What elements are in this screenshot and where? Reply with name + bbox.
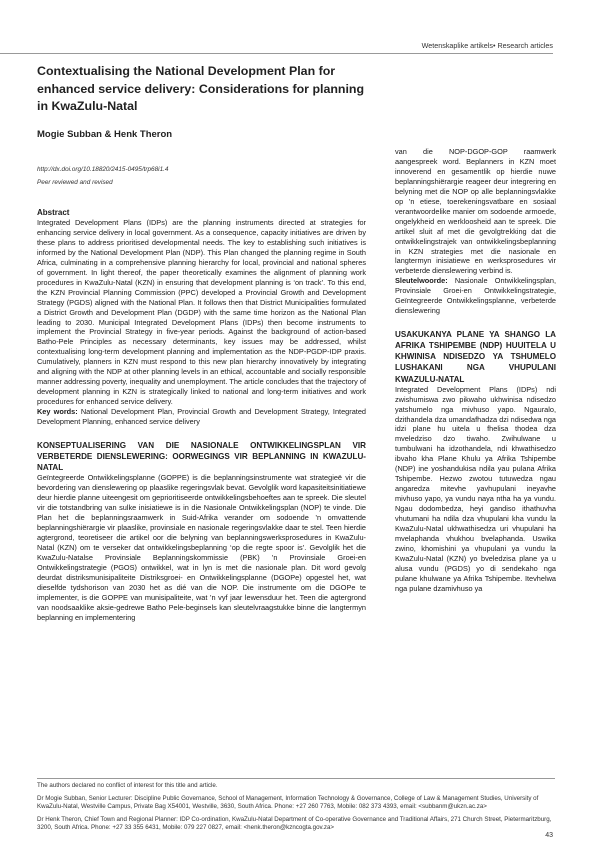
footnote-author-2: Dr Henk Theron, Chief Town and Regional Planner: IDP Co-ordination, KwaZulu-Natal Department of Co-operative Governance and Traditional Affairs, 271 Church Street, Pietermaritzburg, 3200, South Africa. Phone: +27 33 355 6431, Mobile: 079 227 0827, email: <henk.theron@kzncogta.gov.za> <box>37 815 552 832</box>
sleutelwoorde <box>395 276 556 316</box>
footnote-conflict: The authors declared no conflict of interest for this title and article. <box>37 782 218 789</box>
footnote-rule <box>37 778 555 779</box>
afrikaans-text: Geïntegreerde Ontwikkelingsplanne (GOPPE) is die beplanningsinstrumente wat strategieë vir die bevordering van dienslewering op plaaslike regeringsvlak bevat. Gevolglik word kapasiteitsinitiatiewe deur hierdie planne uiteengesit om geprioritiseerde ontwikkelingsbehoeftes aan te spreek. Die sleutel vir die totstandbring van sulke inisiatiewe is in die Nasionale Ontwikkelingsplan (NOP) te vinde. Die Plan het die beplanningsraamwerk in Suid-Afrika verander om sodoende ’n omvattende beplanningshiërargie vir plaaslike, provinsiale en nasionale regeringsvlakke daar te stel. Teen hierdie agtergrond, teoretiseer die artikel oor die belyning van beplanningswerksprosedures in KwaZulu-Natal (KZN) om te verseker dat ontwikkelingsbeplanning ‘op die regte spoor is’. Gevolglik het die KwaZulu-Natalse Provinsiale Beplanningskommissie (PBK) ’n Provinsiale Groei-en Ontwikkelingstrategie (PGOS) ontwikkel, wat in lyn is met die nasionale plan. Dit word gevolg deurdat distriksmunisipaliteite Distriksgroei- en Ontwikkelingsplanne (DGOPe) opgestel het, wat dieselfde tydshorison van 2030 het as dié van die NOP. Die instrumente om die DGOPe te implementer, is die GOPPE van munisipaliteite, wat ’n vyf jaar lewensduur het. Teen die agtergrond van noodsaaklike aksie-gedrewe Batho Pele-beginsels kan sleutelvraagstukke binne die langtermyn beplanning en implementering <box>37 473 366 622</box>
venda-heading: USAKUKANYA PLANE YA SHANGO LA AFRIKA TSHIPEMBE (NDP) HUUITELA U KHWINISA NDISEDZO YA TSHUMELO LUSHAKANI NGA VHUPULANI KWAZULU-NATAL <box>395 330 556 384</box>
sleutelwoorde-text: Nasionale Ontwikkelingsplan, Provinsiale Groei-en Ontwikkelingstrategie, Geïntegreerde Ontwikkelingsplanne, verbeterde dienslewering <box>395 276 556 316</box>
peer-review-note: Peer reviewed and revised <box>37 179 113 186</box>
keywords-text: National Development Plan, Provincial Growth and Development Strategy, Integrated Development Planning, enhanced service delivery <box>37 407 366 427</box>
abstract-heading: Abstract <box>37 208 70 217</box>
afrikaans-text-continued: van die NOP-DGOP-GOP raamwerk aangespreek word. Beplanners in KZN moet innoverend en gesamentlik op hierdie nuwe beplanningshiërargie reageer deur integrering en belyning met die NOP op alle beplanningsvlakke op ’n etiese, toerekeningsvatbare en sosiaal verantwoordelike manier om sodoende armoede, ongelykheid en werkloosheid aan te spreek. Die artikel sluit af met die gevolgtrekking dat die ontwikkelingstrajek van ontwikkelingsbeplanning in KZN strategies met die nasionale en langtermyn inisiatiewe en werksprosedures vir verbeterde dienslewering verbind is. <box>395 147 556 276</box>
footnotes <box>37 782 554 833</box>
running-head: Wetenskaplike artikels• Research articles <box>421 41 553 50</box>
footnote-author-1: Dr Mogie Subban, Senior Lecturer: Discipline Public Governance, School of Management, Information Technology & Governance, College of Law & Management Studies, University of KwaZulu-Natal, Westville Campus, Private Bag X54001, Westville, 3630, South Africa. Phone: +27 260 7763, Mobile: 082 373 4393, email: <subbanm@ukzn.ac.za> <box>37 794 539 811</box>
doi-link[interactable]: http://dx.doi.org/10.18820/2415-0495/trp68i1.4 <box>37 166 169 173</box>
keywords <box>37 407 366 427</box>
right-column <box>395 147 556 594</box>
header-rule <box>0 53 553 54</box>
page-number: 43 <box>545 832 553 839</box>
abstract-text: Integrated Development Plans (IDPs) are the planning instruments directed at strategies for enhancing service delivery in local government. As a consequence, capacity initiatives are driven by these plans to address prioritised developmental needs. The key to establishing such initiatives is informed by the National Development Plan (NDP). This Plan changed the planning regime in South Africa, culminating in a comprehensive planning hierarchy for local, provincial and national spheres of government. In light thereof, the paper theoretically examines the alignment of planning work procedures in KwaZulu-Natal (KZN) in ensuring that development planning is ‘on track’. To this end, the KZN Provincial Planning Commission (PPC) developed a Provincial Growth and Development Strategy (PGDS) aligned with the National Plan. It follows then that District Municipalities formulated a District Growth and Development Plan (DGDP) with the same time horizon as the National Plan leading to 2030. Municipal Integrated Development Plans (IDPs) then become instruments to implement the Provincial Strategy in five-year periods. Against the background of action-based Batho-Pele Principles as necessary determinants, key issues may be addressed, whilst contextualising long-term development planning and implementation as the NDP-PGDP-IDP praxis. Cumulatively, planners in KZN must respond to this new plan hierarchy innovatively by integrating and aligning with the NDP at other planning levels in an ethical, accountable and socially responsible manner addressing poverty, inequality and unemployment. The article concludes that the trajectory of development planning in KZN is strategically linked to national and long-term initiatives and work procedures for enhanced service delivery. <box>37 218 366 407</box>
venda-text: Integrated Development Plans (IDPs) ndi zwishumiswa zwo pikwaho ukhwinisa ndisedzo yatshumelo nga mivhuso yapo. Ngauralo, dzithandela dza umandafhadza dzi ndisedwa nga idzi plane hu uitela u fhelisa thodea dza mveledziso dzo tiwaho. Zwihulwane u tumbulwani ha idzothandela, ndi khwathisedzo ibvaho kha Plane Khulu ya Afrika Tshipembe (NDP) ine yoshandukisa ndila yau pulana Afrika Tshipembe. Hezwo zwotou tutuwedza ngau angaredza mitevhe yavhupulani ineyavhe mivhuso yapo, ya vundu naya ntha ha ya vundu. Ngau dodombedza, heyi gandiso ithathuvha vhutumani ha ndila dza vhupulani kha vundu la KwaZulu-Natal ukhwathisedza uri vhupulani ha mvelaphanda vhukhou bvelaphanda. Uswika zwino, khomishini ya vhupulani ya vundu la KwaZulu-Natal (KZN) yo bveledzisa plane ya u alusa vundu (PGDS) yo di sendekaho nga pulane khulwane ya Afrika Tshipembe. Itevhelwa nga pulane dzamivhuso ya <box>395 384 556 593</box>
article-authors: Mogie Subban & Henk Theron <box>37 129 173 140</box>
left-column <box>37 207 366 623</box>
keywords-label: Key words: <box>37 407 78 417</box>
sleutelwoorde-label: Sleutelwoorde: <box>395 276 448 286</box>
afrikaans-heading: KONSEPTUALISERING VAN DIE NASIONALE ONTWIKKELINGSPLAN VIR VERBETERDE DIENSLEWERING: OORWEGINGS VIR BEPLANNING IN KWAZULU-NATAL <box>37 441 366 473</box>
article-title: Contextualising the National Development Plan for enhanced service delivery: Considerations for planning in KwaZulu-Natal <box>37 64 365 113</box>
